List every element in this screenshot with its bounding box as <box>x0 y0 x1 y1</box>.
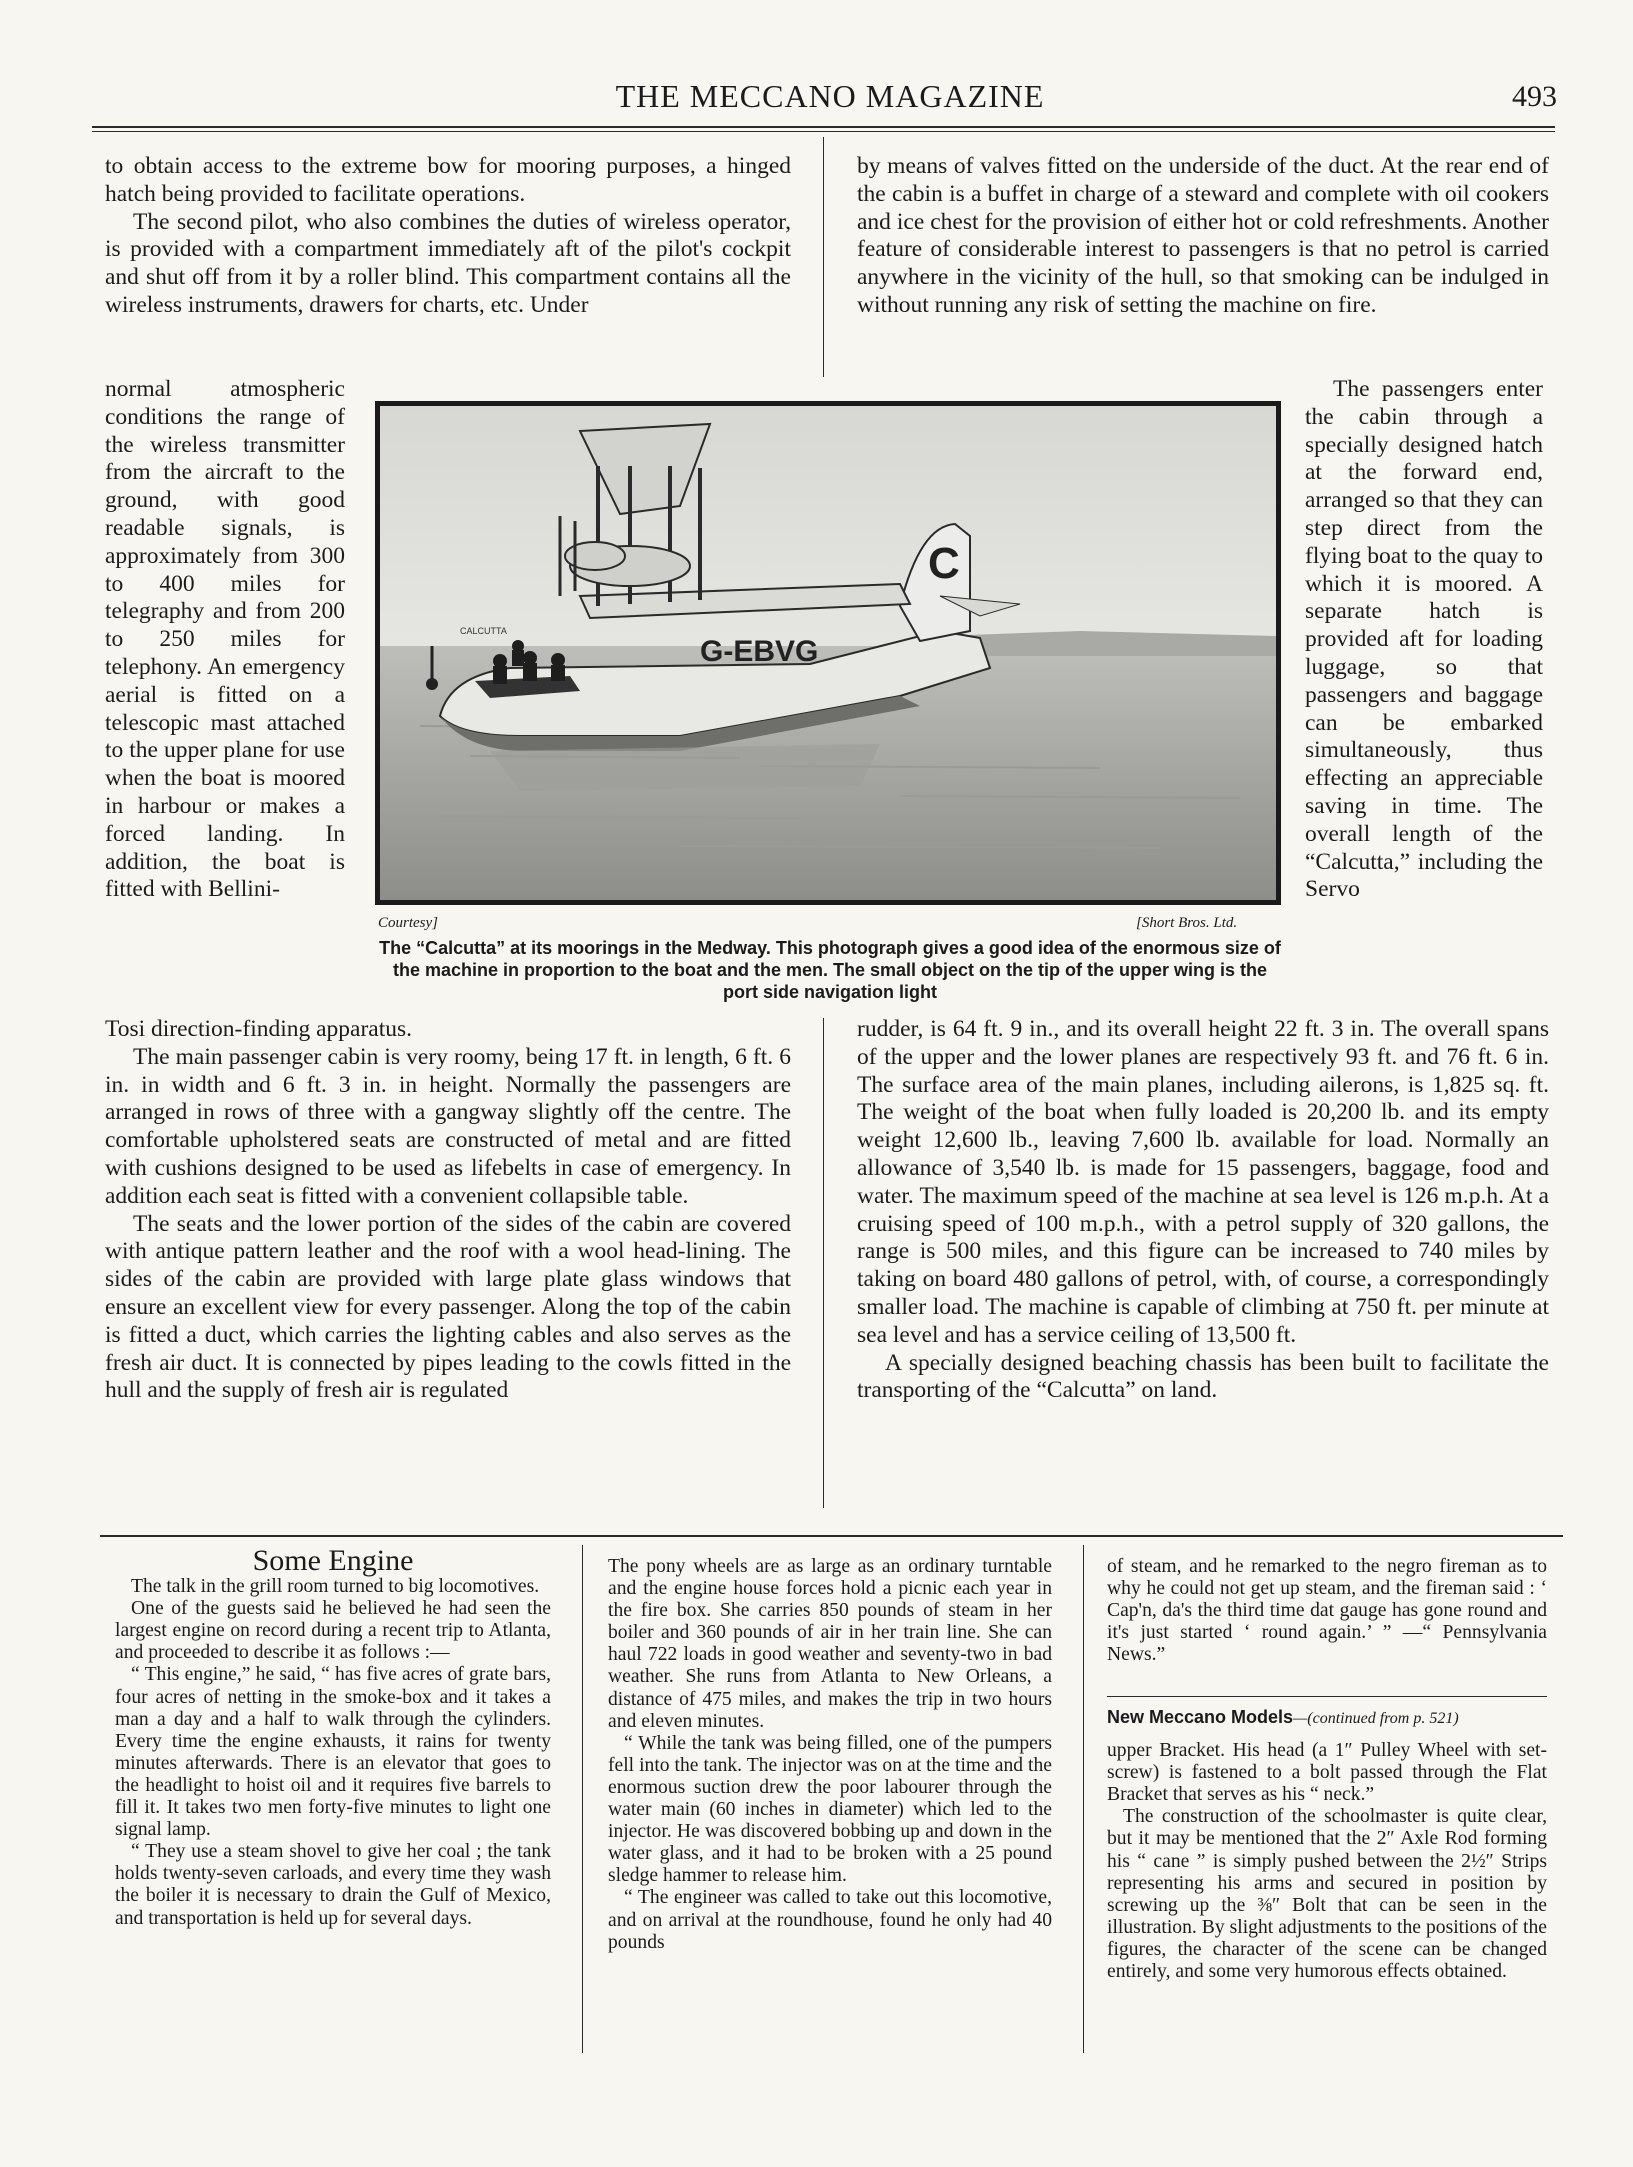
header-rule <box>92 126 1555 128</box>
header-rule-thin <box>92 131 1555 132</box>
article-col1-beside-photo <box>105 376 345 904</box>
article-col2-below-photo <box>857 1016 1549 1405</box>
calcutta-photo <box>375 401 1281 905</box>
paragraph: rudder, is 64 ft. 9 in., and its overall height 22 ft. 3 in. The overall spans of the upper and the lower planes are respectively 93 ft. and 76 ft. 6 in. The surface area of the main planes, including ailerons, is 1,825 sq. ft. The weight of the boat when fully loaded is 20,200 lb. and its empty weight 12,600 lb., leaving 7,600 lb. available for load. Normally an allowance of 3,540 lb. is made for 15 passengers, baggage, food and water. The maximum speed of the machine at sea level is 126 m.p.h. At a cruising speed of 100 m.p.h., with a petrol supply of 320 gallons, the range is 500 miles, and this figure can be increased to 740 miles by taking on board 480 gallons of petrol, with, of course, a correspondingly smaller load. The machine is capable of climbing at 750 ft. per minute at sea level and has a service ceiling of 13,500 ft. <box>857 1016 1549 1348</box>
paragraph: The seats and the lower portion of the sides of the cabin are covered with antique pattern leather and the roof with a wool head-lining. The sides of the cabin are provided with large plate glass windows that ensure an excellent view for every passenger. Along the top of the cabin is fitted a duct, which carries the lighting cables and also serves as the fresh air duct. It is connected by pipes leading to the cowls fitted in the hull and the supply of fresh air is regulated <box>105 1210 791 1404</box>
paragraph: “ The engineer was called to take out this locomotive, and on arrival at the roundhouse, found he only had 40 pounds <box>608 1887 1052 1953</box>
paragraph: The pony wheels are as large as an ordinary turntable and the engine house forces hold a picnic each year in the fire box. She carries 850 pounds of steam in her boiler and 360 pounds of air in her train line. She can haul 722 loads in good weather and seventy-two in bad weather. She runs from Atlanta to New Orleans, a distance of 475 miles, and makes the trip in two hours and eleven minutes. <box>608 1556 1052 1732</box>
new-models-heading: New Meccano Models <box>1107 1707 1294 1727</box>
flying-boat-illustration <box>380 406 1276 900</box>
paragraph: One of the guests said he believed he had seen the largest engine on record during a recent trip to Atlanta, and proceeded to describe it as follows :— <box>115 1598 551 1664</box>
tail-letter: C <box>928 539 960 588</box>
paragraph: normal atmospheric conditions the range of the wireless transmitter from the aircraft to the ground, with good readable signals, is approximately from 300 to 400 miles for telegraphy and from 200 to 250 miles for telephony. An emergency aerial is fitted on a telescopic mast attached to the upper plane for use when the boat is moored in harbour or makes a forced landing. In addition, the boat is fitted with Bellini- <box>105 376 345 903</box>
bow-name: CALCUTTA <box>460 626 507 636</box>
paragraph: The talk in the grill room turned to big locomotives. <box>131 1576 540 1598</box>
photo-credit-right: [Short Bros. Ltd. <box>1136 915 1238 931</box>
photo-caption: The “Calcutta” at its moorings in the Medway. This photograph gives a good idea of the enormous size of the machine in proportion to the boat and the men. The small object on the tip of the upper wing is the port side navigation light <box>379 938 1281 1002</box>
paragraph: to obtain access to the extreme bow for mooring purposes, a hinged hatch being provided to facilitate operations. <box>105 153 791 207</box>
bottom-col-divider <box>1083 1545 1084 2053</box>
magazine-title: THE MECCANO MAGAZINE <box>615 78 1045 114</box>
paragraph: Tosi direction-finding apparatus. <box>105 1016 413 1042</box>
article-col2-beside-photo <box>1305 376 1543 904</box>
column-divider <box>823 137 824 377</box>
paragraph: “ They use a steam shovel to give her coal ; the tank holds twenty-seven carloads, and every time they wash the boiler it is necessary to drain the Gulf of Mexico, and transportation is held up for several days. <box>115 1841 551 1929</box>
some-engine-col3 <box>1107 1556 1547 1666</box>
models-rule <box>1107 1696 1547 1697</box>
new-models-section <box>1107 1706 1547 1983</box>
column-divider <box>823 1018 824 1508</box>
section-rule <box>100 1535 1563 1537</box>
continued-note: —(continued from p. 521) <box>1293 1710 1459 1727</box>
some-engine-heading: Some Engine <box>252 1544 414 1577</box>
some-engine-col1 <box>115 1544 551 1930</box>
paragraph: The second pilot, who also combines the duties of wireless operator, is provided with a compartment immediately aft of the pilot's cockpit and shut off from it by a roller blind. This compartment contains all the wireless instruments, drawers for charts, etc. Under <box>105 208 791 318</box>
paragraph: The construction of the schoolmaster is quite clear, but it may be mentioned that the 2″ Axle Rod forming his “ cane ” is simply pushed between the 2½″ Strips representing his arms and secured in position by screwing up the ⅜″ Bolt that can be seen in the illustration. By slight adjustments to the positions of the figures, the character of the scene can be changed entirely, and some very humorous effects obtained. <box>1107 1806 1547 1983</box>
paragraph: upper Bracket. His head (a 1″ Pulley Wheel with set-screw) is fastened to a bolt passed through the Flat Bracket that serves as his “ neck.” <box>1107 1740 1547 1806</box>
bottom-col-divider <box>582 1545 583 2053</box>
photo-credit-left: Courtesy] <box>378 915 438 931</box>
registration-marking: G-EBVG <box>700 635 819 668</box>
paragraph: “ While the tank was being filled, one of the pumpers fell into the tank. The injector was on at the time and the enormous suction drew the poor labourer through the water main (60 inches in diameter) which led to the injector. He was discovered bobbing up and down in the water glass, and it had to be broken with a 25 pound sledge hammer to release him. <box>608 1732 1052 1887</box>
article-col1-top <box>105 153 791 320</box>
paragraph: of steam, and he remarked to the negro fireman as to why he could not get up steam, and the fireman said : ‘ Cap'n, da's the third time dat gauge has gone round and it's just started ‘ round again.’ ” —“ Pennsylvania News.” <box>1107 1556 1547 1666</box>
paragraph: by means of valves fitted on the underside of the duct. At the rear end of the cabin is a buffet in charge of a steward and complete with oil cookers and ice chest for the provision of either hot or cold refreshments. Another feature of considerable interest to passengers is that no petrol is carried anywhere in the vicinity of the hull, so that smoking can be indulged in without running any risk of setting the machine on fire. <box>857 153 1549 318</box>
paragraph: The main passenger cabin is very roomy, being 17 ft. in length, 6 ft. 6 in. in width and 6 ft. 3 in. in height. Normally the passengers are arranged in rows of three with a gangway slightly off the centre. The comfortable upholstered seats are constructed of metal and are fitted with cushions designed to be used as lifebelts in case of emergency. In addition each seat is fitted with a convenient collapsible table. <box>105 1043 791 1209</box>
paragraph: The passengers enter the cabin through a specially designed hatch at the forward end, arranged so that they can step direct from the flying boat to the quay to which it is moored. A separate hatch is provided aft for loading luggage, so that passengers and baggage can be embarked simultaneously, thus effecting an appreciable saving in time. The overall length of the “Calcutta,” including the Servo <box>1305 376 1543 903</box>
paragraph: A specially designed beaching chassis has been built to facilitate the transporting of the “Calcutta” on land. <box>857 1349 1549 1404</box>
paragraph: “ This engine,” he said, “ has five acres of grate bars, four acres of netting in the smoke-box and it takes a man a day and a half to walk through the cylinders. Every time the engine exhausts, it rains for twenty minutes afterwards. There is an elevator that goes to the headlight to hoist oil and it requires five barrels to fill it. It takes two men forty-five minutes to light one signal lamp. <box>115 1664 551 1841</box>
page-number: 493 <box>1512 80 1557 113</box>
article-col2-top <box>857 153 1549 320</box>
article-col1-below-photo <box>105 1016 791 1405</box>
some-engine-col2 <box>608 1556 1052 1954</box>
